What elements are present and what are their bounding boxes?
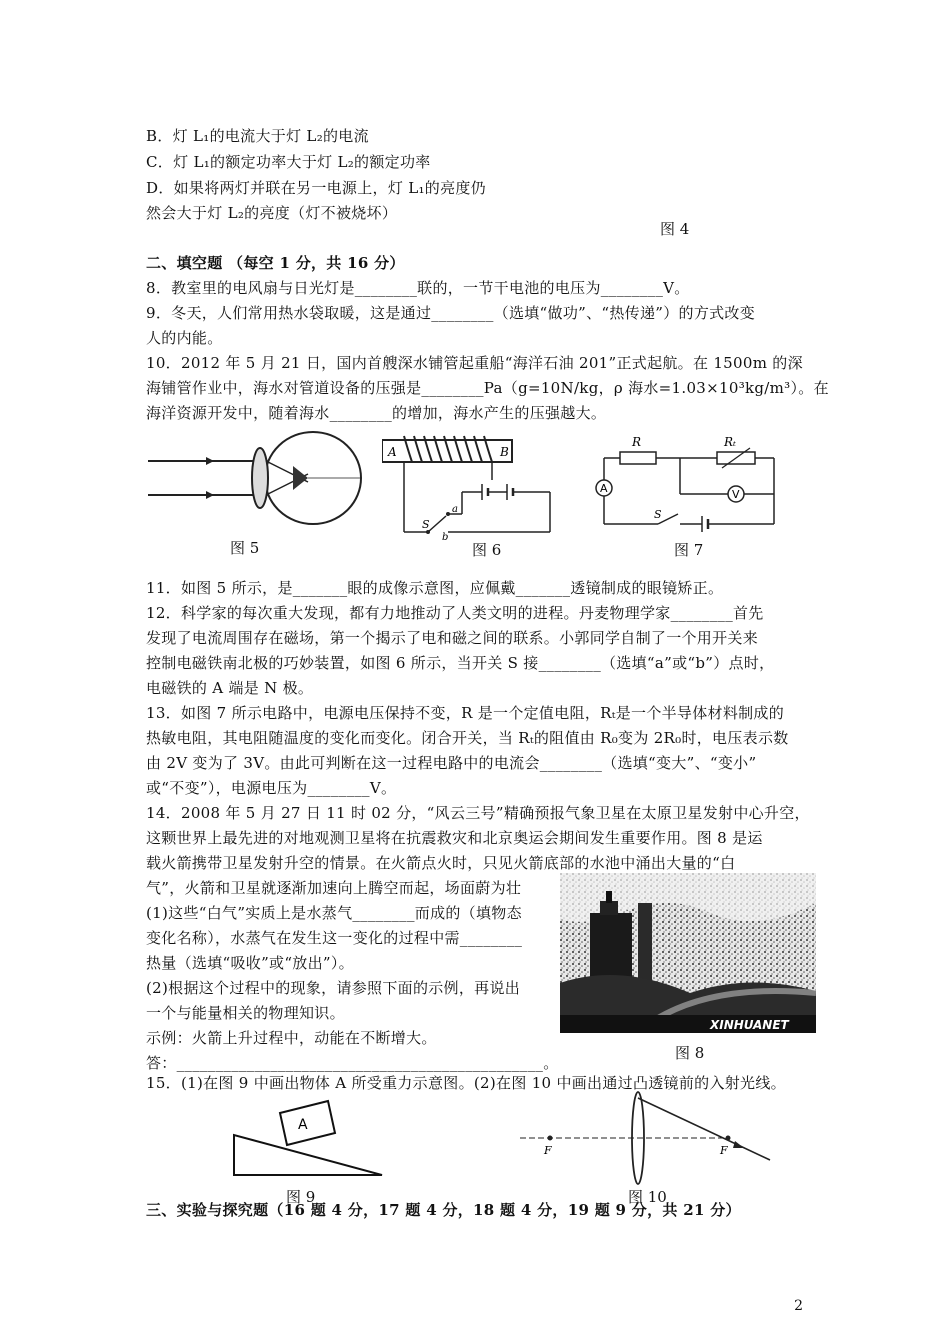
fig9-incline-block [232,1095,392,1180]
fig7-voltmeter: V [732,488,740,501]
question-13-line2: 热敏电阻，其电阻随温度的变化而变化。闭合开关，当 Rₜ的阻值由 R₀变为 2R₀时，电压表示数 [146,729,789,747]
fig6-label-a: a [452,504,458,515]
fig7-circuit [592,432,787,532]
fig10-focus-right: F [720,1144,728,1157]
question-14-line7: 热量（选填“吸收”或“放出”）。 [146,954,354,972]
question-9-line2: 人的内能。 [146,329,223,347]
fig7-label-switch: S [654,508,662,521]
question-13-line1: 13．如图 7 所示电路中，电源电压保持不变，R 是一个定值电阻，Rₜ是一个半导体材料制成的 [146,704,785,722]
section2-title: 二、填空题 （每空 1 分，共 16 分） [146,254,405,272]
fig6-electromagnet-circuit [382,432,557,542]
question-14-line9: 一个与能量相关的物理知识。 [146,1004,345,1022]
question-11: 11．如图 5 所示，是_______眼的成像示意图，应佩戴_______透镜制成的眼镜矫正。 [146,579,724,597]
question-13-line4: 或“不变”），电源电压为________V。 [146,779,397,797]
question-12-line2: 发现了电流周围存在磁场，第一个揭示了电和磁之间的联系。小郭同学自制了一个用开关来 [146,629,759,647]
fig5-eye-diagram [148,430,363,530]
question-14-line8: (2)根据这个过程中的现象，请参照下面的示例，再说出 [146,979,521,997]
fig10-convex-lens [520,1088,778,1188]
fig6-caption: 图 6 [472,541,502,559]
fig7-label-r: R [632,435,642,449]
fig6-label-b-end: B [500,445,509,459]
question-14-line1: 14．2008 年 5 月 27 日 11 时 02 分，“风云三号”精确预报气象卫星在太原卫星发射中心升空， [146,804,810,822]
question-9-line1: 9．冬天，人们常用热水袋取暖，这是通过________（选填“做功”、“热传递”）的方式改变 [146,304,756,322]
question-14-line6: 变化名称），水蒸气在发生这一变化的过程中需________ [146,929,523,947]
page-number: 2 [794,1298,803,1314]
question-14-line3: 载火箭携带卫星发射升空的情景。在火箭点火时，只见火箭底部的水池中涌出大量的“白 [146,854,736,872]
fig9-block-label: A [298,1117,308,1133]
fig10-caption: 图 10 [628,1188,667,1206]
fig7-label-rt: Rₜ [724,435,736,449]
question-10-line3: 海洋资源开发中，随着海水________的增加，海水产生的压强越大。 [146,404,607,422]
fig4-caption: 图 4 [660,220,690,238]
fig6-label-switch: S [422,518,430,531]
question-13-line3: 由 2V 变为了 3V。由此可判断在这一过程电路中的电流会________（选填“变大”、“变小” [146,754,757,772]
fig8-caption: 图 8 [675,1044,705,1062]
question-14-line5: (1)这些“白气”实质上是水蒸气________而成的（填物态 [146,904,522,922]
option-d-line2: 然会大于灯 L₂的亮度（灯不被烧坏） [146,204,398,222]
question-10-line1: 10．2012 年 5 月 21 日，国内首艘深水铺管起重船“海洋石油 201”正式起航。在 1500m 的深 [146,354,803,372]
fig8-rocket-photo [560,873,816,1033]
fig7-caption: 图 7 [674,541,704,559]
question-10-line2: 海铺管作业中，海水对管道设备的压强是________Pa（g=10N/kg，ρ 海水=1.03×10³kg/m³）。在 [146,379,829,397]
option-d-line1: D．如果将两灯并联在另一电源上，灯 L₁的亮度仍 [146,179,486,197]
question-14-line10: 示例：火箭上升过程中，动能在不断增大。 [146,1029,437,1047]
option-c: C．灯 L₁的额定功率大于灯 L₂的额定功率 [146,153,431,171]
question-14-line2: 这颗世界上最先进的对地观测卫星将在抗震救灾和北京奥运会期间发生重要作用。图 8 是运 [146,829,763,847]
question-14-answer: 答：_______________________________________________。 [146,1054,559,1072]
fig6-label-b: b [442,532,449,542]
option-b: B．灯 L₁的电流大于灯 L₂的电流 [146,127,369,145]
question-8: 8．教室里的电风扇与日光灯是________联的，一节干电池的电压为________V。 [146,279,690,297]
fig5-caption: 图 5 [230,539,260,557]
question-15: 15．(1)在图 9 中画出物体 A 所受重力示意图。(2)在图 10 中画出通过凸透镜前的入射光线。 [146,1074,786,1092]
fig7-ammeter: A [600,482,608,495]
question-14-line4: 气”，火箭和卫星就逐渐加速向上腾空而起，场面蔚为壮 [146,879,522,897]
fig8-watermark: XINHUANET [710,1018,789,1032]
fig10-focus-left: F [544,1144,552,1157]
question-12-line4: 电磁铁的 A 端是 N 极。 [146,679,314,697]
fig6-label-a-end: A [388,445,397,459]
section3-title: 三、实验与探究题（16 题 4 分，17 题 4 分，18 题 4 分，19 题 9 分，共 21 分） [146,1201,741,1219]
question-12-line3: 控制电磁铁南北极的巧妙装置，如图 6 所示，当开关 S 接________（选填“a”或“b”）点时， [146,654,775,672]
question-12-line1: 12．科学家的每次重大发现，都有力地推动了人类文明的进程。丹麦物理学家________首先 [146,604,764,622]
fig9-caption: 图 9 [286,1188,316,1206]
